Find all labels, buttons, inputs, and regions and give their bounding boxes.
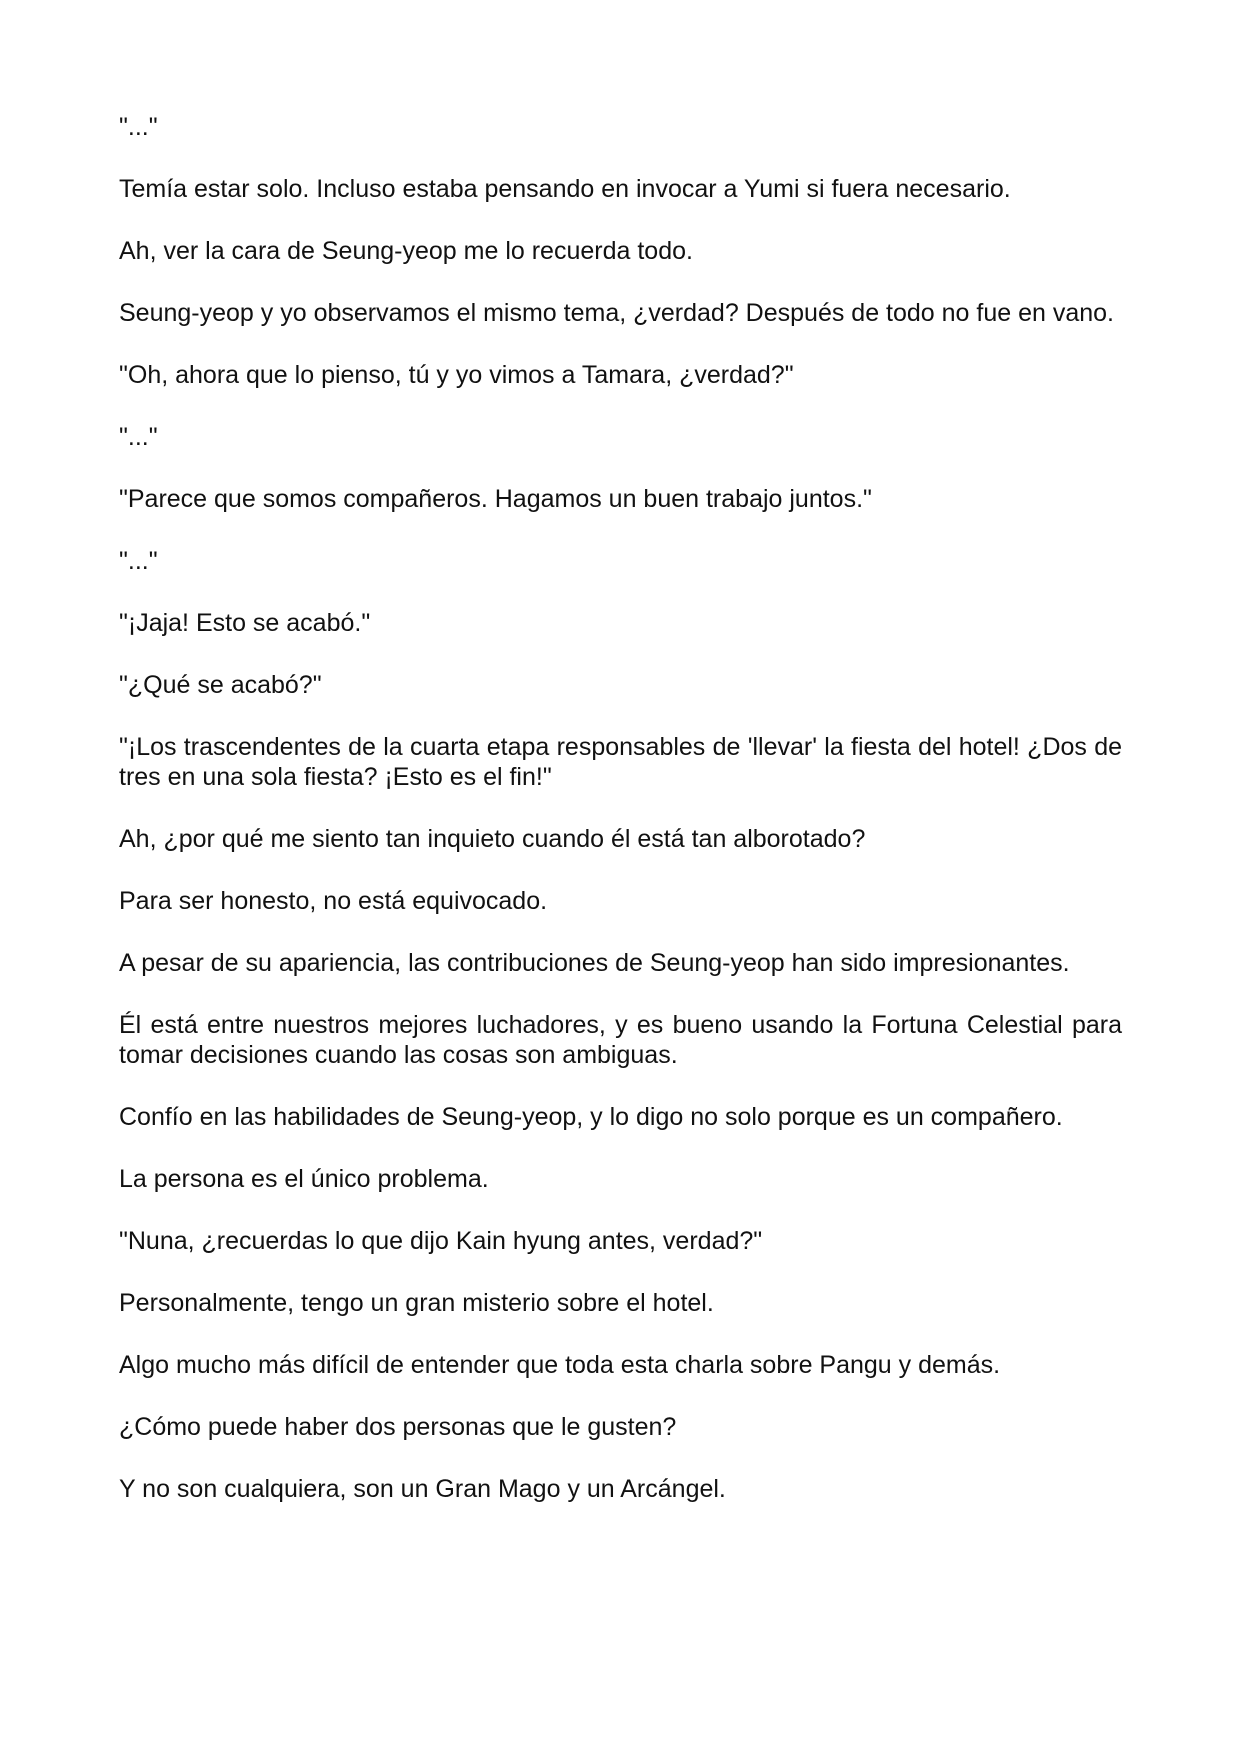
paragraph: Para ser honesto, no está equivocado. — [119, 887, 548, 915]
paragraph: "Nuna, ¿recuerdas lo que dijo Kain hyung antes, verdad?" — [119, 1227, 763, 1255]
paragraph: "..." — [119, 547, 158, 575]
paragraph: La persona es el único problema. — [119, 1165, 489, 1193]
paragraph: "¿Qué se acabó?" — [119, 671, 322, 699]
paragraph: Él está entre nuestros mejores luchadores, y es bueno usando la Fortuna Celestial para tomar decisiones cuando las cosas son ambiguas. — [119, 1011, 1129, 1069]
paragraph: Seung-yeop y yo observamos el mismo tema, ¿verdad? Después de todo no fue en vano. — [119, 299, 1115, 327]
paragraph: "¡Los trascendentes de la cuarta etapa responsables de 'llevar' la fiesta del hotel! ¿Dos de tres en una sola fiesta? ¡Esto es el fin!" — [119, 733, 1129, 791]
paragraph: ¿Cómo puede haber dos personas que le gusten? — [119, 1413, 677, 1441]
paragraph: "..." — [119, 423, 158, 451]
paragraph: Ah, ¿por qué me siento tan inquieto cuando él está tan alborotado? — [119, 825, 866, 853]
document-body — [119, 112, 1129, 1536]
paragraph: "Parece que somos compañeros. Hagamos un buen trabajo juntos." — [119, 485, 872, 513]
paragraph: Algo mucho más difícil de entender que toda esta charla sobre Pangu y demás. — [119, 1351, 1001, 1379]
paragraph: "¡Jaja! Esto se acabó." — [119, 609, 371, 637]
paragraph: Personalmente, tengo un gran misterio sobre el hotel. — [119, 1289, 714, 1317]
paragraph: Temía estar solo. Incluso estaba pensando en invocar a Yumi si fuera necesario. — [119, 175, 1011, 203]
paragraph: Ah, ver la cara de Seung-yeop me lo recuerda todo. — [119, 237, 693, 265]
paragraph: "..." — [119, 113, 158, 141]
paragraph: Confío en las habilidades de Seung-yeop, y lo digo no solo porque es un compañero. — [119, 1103, 1063, 1131]
paragraph: Y no son cualquiera, son un Gran Mago y un Arcángel. — [119, 1475, 726, 1503]
paragraph: "Oh, ahora que lo pienso, tú y yo vimos a Tamara, ¿verdad?" — [119, 361, 794, 389]
paragraph: A pesar de su apariencia, las contribuciones de Seung-yeop han sido impresionantes. — [119, 949, 1070, 977]
